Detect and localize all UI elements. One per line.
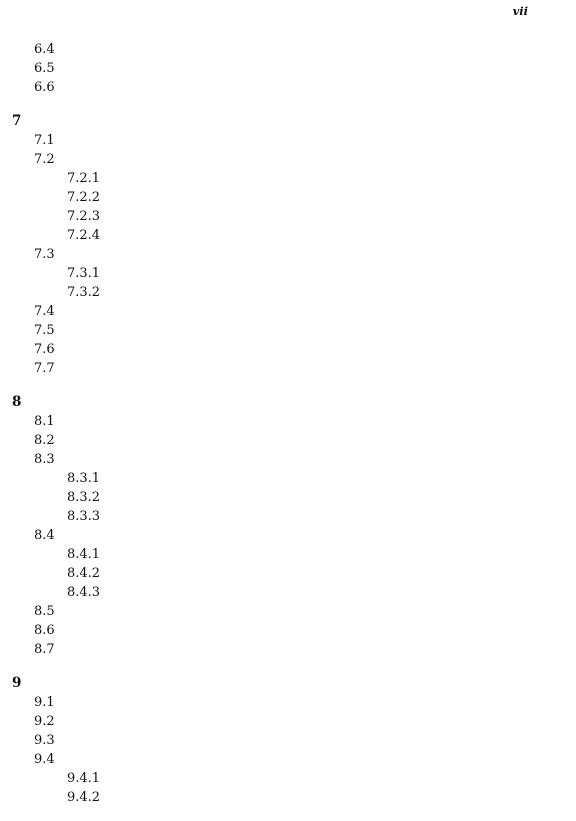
toc-number: 7.2 xyxy=(34,152,55,167)
toc-number: 9.4.1 xyxy=(67,771,101,786)
toc-number: 8.3.3 xyxy=(67,509,101,524)
toc-number: 8.4.2 xyxy=(67,566,101,581)
toc-number: 7.3.1 xyxy=(67,266,101,281)
toc-number: 6.6 xyxy=(34,80,55,95)
toc-number: 8.7 xyxy=(34,642,55,657)
toc-number: 7.3.2 xyxy=(67,285,101,300)
toc-number: 8.1 xyxy=(34,414,55,429)
toc-number: 8.5 xyxy=(34,604,55,619)
toc-number: 7.2.3 xyxy=(67,209,101,224)
toc-number: 8.4.3 xyxy=(67,585,101,600)
toc-number: 9.4.2 xyxy=(67,790,101,805)
toc-number: 8.6 xyxy=(34,623,55,638)
toc-number: 6.5 xyxy=(34,61,55,76)
toc-number: 7 xyxy=(12,113,22,129)
toc-number: 8.3.2 xyxy=(67,490,101,505)
toc-number: 8.2 xyxy=(34,433,55,448)
toc-number: 9 xyxy=(12,675,22,691)
toc-number: 7.4 xyxy=(34,304,55,319)
toc-number: 7.7 xyxy=(34,361,55,376)
toc-number: 7.2.2 xyxy=(67,190,101,205)
toc-number: 7.2.1 xyxy=(67,171,101,186)
toc-number: 6.4 xyxy=(34,42,55,57)
toc-number: 7.6 xyxy=(34,342,55,357)
toc-number: 8 xyxy=(12,394,22,410)
toc-number: 8.4.1 xyxy=(67,547,101,562)
toc-number: 7.3 xyxy=(34,247,55,262)
toc-number: 9.3 xyxy=(34,733,55,748)
toc-number: 9.2 xyxy=(34,714,55,729)
toc-number: 9.4 xyxy=(34,752,55,767)
toc-number: 9.1 xyxy=(34,695,55,710)
toc-number: 7.2.4 xyxy=(67,228,101,243)
toc-number: 8.4 xyxy=(34,528,55,543)
toc-number: 8.3 xyxy=(34,452,55,467)
toc-number: 7.5 xyxy=(34,323,55,338)
toc-number: 8.3.1 xyxy=(67,471,101,486)
page-number: vii xyxy=(512,4,528,18)
toc-number: 7.1 xyxy=(34,133,55,148)
